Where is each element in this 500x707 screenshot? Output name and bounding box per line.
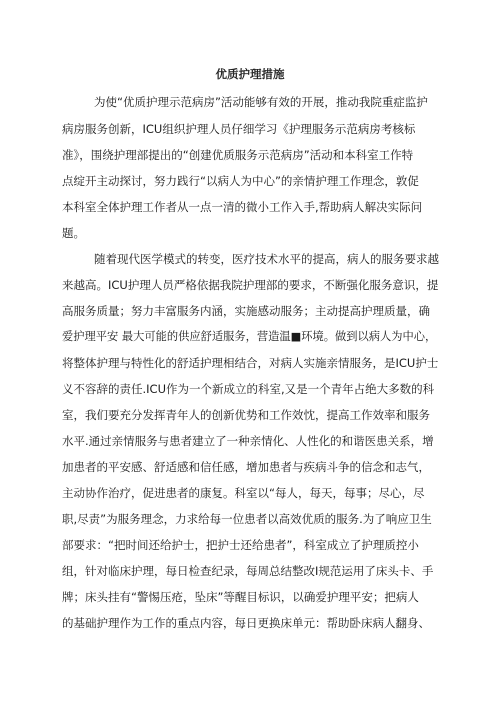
- paragraph-1-line-1: 为使“优质护理示范病房”活动能够有效的开展，推动我院重症监护: [94, 95, 428, 109]
- paragraph-2-line-7: 室，我们要充分发挥青年人的创新优势和工作效忱，提高工作效率和服务: [62, 408, 430, 422]
- paragraph-2-line-8: 水平.通过亲情服务与患者建立了一种亲情化、人性化的和谐医患关系，增: [62, 434, 434, 448]
- paragraph-2-line-11: 职,尽责”为服务理念，力求给每一位患者以高效优质的服务.为了响应卫生: [62, 512, 432, 526]
- paragraph-1-line-2: 病房服务创新，ICU组织护理人员仔细学习《护理服务示范病房考核标: [62, 122, 416, 136]
- paragraph-2-line-2: 来越高。ICU护理人员严格依据我院护理部的要求，不断强化服务意识，提: [62, 278, 439, 292]
- paragraph-2-line-14: 牌；床头挂有“警惕压疮，坠床”等醒目标识，以确爱护理平安；把病人: [62, 590, 419, 604]
- paragraph-2-line-3: 高服务质量；努力丰富服务内涵，实施感动服务；主动提高护理质量，确: [62, 304, 430, 318]
- paragraph-1-line-6: 题。: [62, 226, 85, 240]
- paragraph-2-line-5: 将整体护理与特性化的舒适护理相结合，对病人实施亲情服务，是ICU护士: [62, 356, 439, 370]
- paragraph-2-line-15: 的基础护理作为工作的重点内容，每日更换床单元：帮助卧床病人翻身、: [62, 616, 430, 630]
- paragraph-2-line-9: 加患者的平安感、舒适感和信任感，增加患者与疾病斗争的信念和志气，: [62, 460, 430, 474]
- paragraph-2-line-1: 随着现代医学模式的转变，医疗技术水平的提高，病人的服务要求越: [94, 252, 439, 266]
- paragraph-2-line-6: 义不容辞的责任.ICU作为一个新成立的科室,又是一个青年占绝大多数的科: [62, 382, 435, 396]
- paragraph-2-line-13: 组，针对临床护理，每日检查纪录，每周总结整改I规范运用了床头卡、手: [62, 564, 434, 578]
- document-title: 优质护理措施: [215, 67, 285, 81]
- paragraph-1-line-3: 准》，围绕护理部提出的“创建优质服务示范病房”活动和本科室工作特: [62, 148, 414, 162]
- paragraph-1-line-5: 本科室全体护理工作者从一点一清的微小工作入手,帮助病人解决实际问: [62, 200, 423, 214]
- paragraph-2-line-4: 爱护理平安 最大可能的供应舒适服务，营造温■环境。做到以病人为中心，: [62, 330, 437, 343]
- paragraph-2-line-12: 部要求：“把时间还给护士，把护士还给患者”，科室成立了护理质控小: [62, 538, 419, 552]
- paragraph-1-line-4: 点绽开主动探讨，努力践行“以病人为中心”的亲情护理工作理念，敦促: [62, 174, 419, 188]
- paragraph-2-line-10: 主动协作治疗，促进患者的康复。科室以“每人，每天，每事；尽心，尽: [62, 486, 425, 500]
